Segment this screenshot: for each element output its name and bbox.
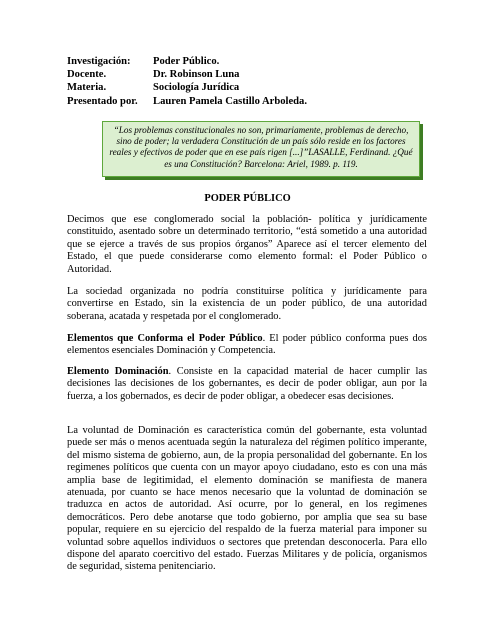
paragraph — [67, 214, 427, 276]
header-row-author — [67, 95, 307, 108]
paragraph — [67, 333, 427, 358]
paragraph-text: . El poder público conforma pues dos elementos esenciales Dominación y Competencia. — [67, 333, 427, 357]
header-row-subject — [67, 81, 307, 94]
header-row-research — [67, 55, 307, 68]
paragraph-lead: Elementos que Conforma el Poder Público — [67, 333, 263, 344]
header-value: Lauren Pamela Castillo Arboleda. — [153, 95, 308, 107]
paragraph-text: . Consiste en la capacidad material de hacer cumplir las decisiones las decisiones de los gobernantes, es decir de poder obligar, aun por la fuerza, a los gobernados, es decir de poder obligar, a obedecer esas decisiones. — [67, 366, 427, 402]
header-value: Sociología Jurídica — [153, 82, 240, 94]
paragraph — [67, 366, 427, 403]
paragraph — [67, 425, 427, 574]
header-value: Poder Público. — [153, 56, 220, 67]
header-value: Dr. Robinson Luna — [153, 69, 240, 81]
paragraph-text: La sociedad organizada no podría constituirse política y jurídicamente para convertirse en Estado, sin la existencia de un poder público, de una autoridad soberana, acatada y respetada por el conglomerado. — [67, 286, 427, 322]
header-label: Materia. — [67, 82, 107, 94]
epigraph-quote-box: “Los problemas constitucionales no son, primariamente, problemas de derecho, sino de poder; la verdadera Constitución de un país sólo reside en los factores reales y efectivos de poder que en ese país rigen [...]”LASALLE, Ferdinand. ¿Qué es una Constitución? Barcelona: Ariel, 1989. p. 119. — [102, 121, 420, 177]
paragraph-lead: Elemento Dominación — [67, 366, 169, 377]
header-row-teacher — [67, 68, 307, 81]
header-label: Docente. — [67, 69, 107, 81]
header-label: Investigación: — [67, 56, 131, 67]
document-header — [67, 55, 307, 108]
section-title: PODER PÚBLICO — [204, 193, 291, 204]
paragraph-text: La voluntad de Dominación es característica común del gobernante, esta voluntad puede ser más o menos acentuada según la naturaleza del régimen político imperante, del mismo sistema de gobierno, aun, de la propia personalidad del gobernante. En los regimenes políticos que cuenta con un mayor apoyo ciudadano, esto es con una más amplia base de legitimidad, el elemento dominación se manifiesta de manera atenuada, por cuanto se hace menos necesario que la voluntad de dominación se traduzca en actos de autoridad. Así ocurre, por lo general, en los regimenes democráticos. Pero debe anotarse que todo gobierno, por amplia que sea su base popular, requiere en su ejercicio del respaldo de la fuerza material para imponer su voluntad sobre aquellos individuos o sectores que pretendan desconocerla. Para ello dispone del aparato coercitivo del estado. Fuerzas Militares y de policía, organismos de seguridad, sistema penitenciario. — [67, 425, 427, 573]
header-label: Presentado por. — [67, 95, 138, 107]
paragraph — [67, 286, 427, 323]
paragraph-text: Decimos que ese conglomerado social la población- política y jurídicamente constituido, asentado sobre un determinado territorio, “está sometido a una autoridad que se ejerce a través de sus propios órganos” Aparece así el tercer elemento del Estado, el que puede considerarse como elemento formal: el Poder Público o Autoridad. — [67, 214, 427, 275]
